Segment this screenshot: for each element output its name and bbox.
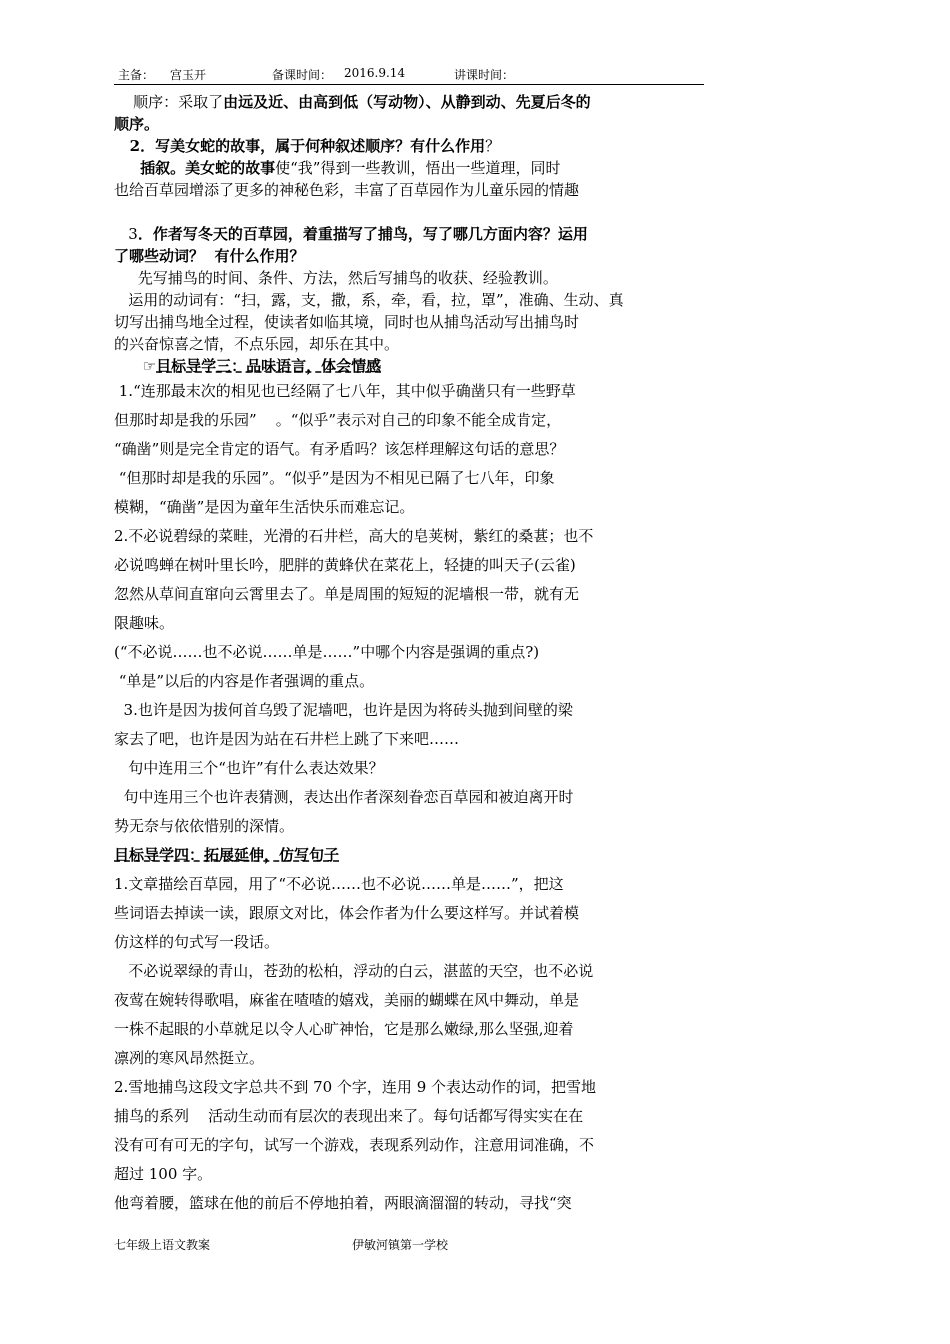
text-run: 插叙。美女蛇的故事 bbox=[114, 159, 276, 177]
author-name: 宫玉开 bbox=[170, 68, 207, 82]
text-run: 也给百草园增添了更多的神秘色彩，丰富了百草园作为儿童乐园的情趣 bbox=[114, 181, 580, 199]
text-run: 3 bbox=[114, 225, 138, 243]
text-run: 由远及近、由高到低（写动物）、从静到动、先夏后冬的 bbox=[223, 93, 591, 111]
text-run: 凛冽的寒风昂然挺立。 bbox=[114, 1049, 265, 1067]
text-line bbox=[114, 464, 704, 493]
text-line bbox=[114, 91, 704, 113]
text-line bbox=[114, 870, 704, 899]
text-run: 没有可有可无的字句，试写一个游戏，表现系列动作，注意用词准确，不 bbox=[114, 1136, 595, 1154]
text-line bbox=[114, 245, 704, 267]
text-line bbox=[114, 638, 704, 667]
text-run: 但那时却是我的乐园” 。“似乎”表示对自己的印象不能全成肯定， bbox=[114, 411, 562, 429]
text-run: 1.“连那最末次的相见也已经隔了七八年，其中似乎确凿只有一些野草 bbox=[114, 382, 576, 400]
text-line bbox=[114, 928, 704, 957]
footer-right-text: 伊敏河镇第一学校 bbox=[352, 1238, 449, 1252]
prep-time-value: 2016.9.14 bbox=[344, 66, 406, 80]
text-line bbox=[114, 157, 704, 179]
text-line bbox=[114, 289, 704, 311]
lecture-time-label: 讲课时间： bbox=[454, 68, 515, 82]
text-run: 的兴奋惊喜之情，不点乐园，却乐在其中。 bbox=[114, 335, 400, 353]
page-footer bbox=[114, 1236, 704, 1254]
text-line bbox=[114, 333, 704, 355]
text-run: 必说鸣蝉在树叶里长吟，肥胖的黄蜂伏在菜花上，轻捷的叫天子(云雀) bbox=[114, 556, 576, 574]
text-run: ☞ bbox=[114, 357, 157, 375]
text-run: 忽然从草间直窜向云霄里去了。单是周围的短短的泥墙根一带，就有无 bbox=[114, 585, 580, 603]
text-line bbox=[114, 267, 704, 289]
text-run: “确凿”则是完全肯定的语气。有矛盾吗？该怎样理解这句话的意思？ bbox=[114, 440, 565, 458]
text-line bbox=[114, 201, 704, 223]
prep-time-label: 备课时间： bbox=[272, 68, 333, 82]
text-run: 3.也许是因为拔何首乌毁了泥墙吧，也许是因为将砖头抛到间壁的梁 bbox=[114, 701, 573, 719]
text-run: “单是”以后的内容是作者强调的重点。 bbox=[114, 672, 375, 690]
text-run: 2.雪地捕鸟这段文字总共不到 70 个字，连用 9 个表达动作的词，把雪地 bbox=[114, 1078, 597, 1096]
author-label: 主备： bbox=[118, 68, 155, 82]
text-run: 限趣味。 bbox=[114, 614, 175, 632]
text-run: 他弯着腰，篮球在他的前后不停地拍着，两眼滴溜溜的转动，寻找“突 bbox=[114, 1194, 572, 1212]
section-heading: 目标导学三：品味语言，体会情感 bbox=[156, 357, 382, 375]
text-line bbox=[114, 725, 704, 754]
text-run: 先写捕鸟的时间、条件、方法，然后写捕鸟的收获、经验教训。 bbox=[114, 269, 558, 287]
text-run: 捕鸟的系列 活动生动而有层次的表现出来了。每句话都写得实实在在 bbox=[114, 1107, 584, 1125]
text-run: 2．写美女蛇的故事，属于何种叙述顺序？有什么作用 bbox=[114, 137, 486, 155]
text-run bbox=[114, 203, 119, 221]
text-run: 使“我”得到一些教训，悟出一些道理，同时 bbox=[275, 159, 561, 177]
text-run: 句中连用三个也许表猜测，表达出作者深刻眷恋百草园和被迫离开时 bbox=[114, 788, 574, 806]
text-line bbox=[114, 406, 704, 435]
text-run: 切写出捕鸟地全过程，使读者如临其境，同时也从捕鸟活动写出捕鸟时 bbox=[114, 313, 580, 331]
text-line bbox=[114, 522, 704, 551]
text-line bbox=[114, 899, 704, 928]
text-run: 超过 100 字。 bbox=[114, 1165, 213, 1183]
text-run: 仿这样的句式写一段话。 bbox=[114, 933, 280, 951]
text-line bbox=[114, 754, 704, 783]
text-run: 一株不起眼的小草就足以令人心旷神怡，它是那么嫩绿,那么坚强,迎着 bbox=[114, 1020, 574, 1038]
text-line bbox=[114, 957, 704, 986]
text-line bbox=[114, 377, 704, 406]
text-line bbox=[114, 1044, 704, 1073]
text-run: 1.文章描绘百草园，用了“不必说……也不必说……单是……”，把这 bbox=[114, 875, 564, 893]
text-run: 运用的动词有：“扫，露，支，撒，系，牵，看，拉，罩”，准确、生动、真 bbox=[114, 291, 624, 309]
text-line bbox=[114, 1189, 704, 1218]
text-run: 2.不必说碧绿的菜畦，光滑的石井栏，高大的皂荚树，紫红的桑葚；也不 bbox=[114, 527, 594, 545]
section-heading: 目标导学四：拓展延伸，仿写句子 bbox=[114, 846, 340, 864]
text-line bbox=[114, 1073, 704, 1102]
text-line bbox=[114, 135, 704, 157]
text-run: ？ bbox=[485, 137, 501, 155]
text-run: 势无奈与依依惜别的深情。 bbox=[114, 817, 295, 835]
text-line bbox=[114, 580, 704, 609]
text-line bbox=[114, 986, 704, 1015]
document-page bbox=[114, 62, 704, 1218]
text-line bbox=[114, 609, 704, 638]
text-line bbox=[114, 667, 704, 696]
text-line bbox=[114, 696, 704, 725]
text-line bbox=[114, 1015, 704, 1044]
text-run: 句中连用三个“也许”有什么表达效果？ bbox=[114, 759, 384, 777]
text-run: 了哪些动词？ 有什么作用？ bbox=[114, 247, 305, 265]
text-run: 模糊，“确凿”是因为童年生活快乐而难忘记。 bbox=[114, 498, 415, 516]
text-line bbox=[114, 841, 704, 870]
text-run: (“不必说……也不必说……单是……”中哪个内容是强调的重点?) bbox=[114, 643, 540, 661]
text-line bbox=[114, 1102, 704, 1131]
text-line bbox=[114, 493, 704, 522]
text-run: 夜莺在婉转得歌唱，麻雀在喳喳的嬉戏，美丽的蝴蝶在风中舞动，单是 bbox=[114, 991, 580, 1009]
text-run: 家去了吧，也许是因为站在石井栏上跳了下来吧…… bbox=[114, 730, 460, 748]
document-body bbox=[114, 91, 704, 1218]
text-line bbox=[114, 355, 704, 377]
text-line bbox=[114, 783, 704, 812]
page-header bbox=[114, 62, 704, 85]
text-line bbox=[114, 311, 704, 333]
text-run: ．作者写冬天的百草园，着重描写了捕鸟，写了哪几方面内容？运用 bbox=[137, 225, 588, 243]
text-line bbox=[114, 1160, 704, 1189]
text-line bbox=[114, 812, 704, 841]
footer-left-text: 七年级上语文教案 bbox=[114, 1238, 211, 1252]
text-line bbox=[114, 179, 704, 201]
text-run: “但那时却是我的乐园”。“似乎”是因为不相见已隔了七八年，印象 bbox=[114, 469, 555, 487]
text-run: 顺序：采取了 bbox=[114, 93, 224, 111]
text-line bbox=[114, 223, 704, 245]
text-line bbox=[114, 551, 704, 580]
text-run: 些词语去掉读一读，跟原文对比，体会作者为什么要这样写。并试着模 bbox=[114, 904, 580, 922]
text-line bbox=[114, 113, 704, 135]
text-line bbox=[114, 435, 704, 464]
text-line bbox=[114, 1131, 704, 1160]
text-run: 顺序。 bbox=[114, 115, 160, 133]
text-run: 不必说翠绿的青山，苍劲的松柏，浮动的白云，湛蓝的天空，也不必说 bbox=[114, 962, 594, 980]
